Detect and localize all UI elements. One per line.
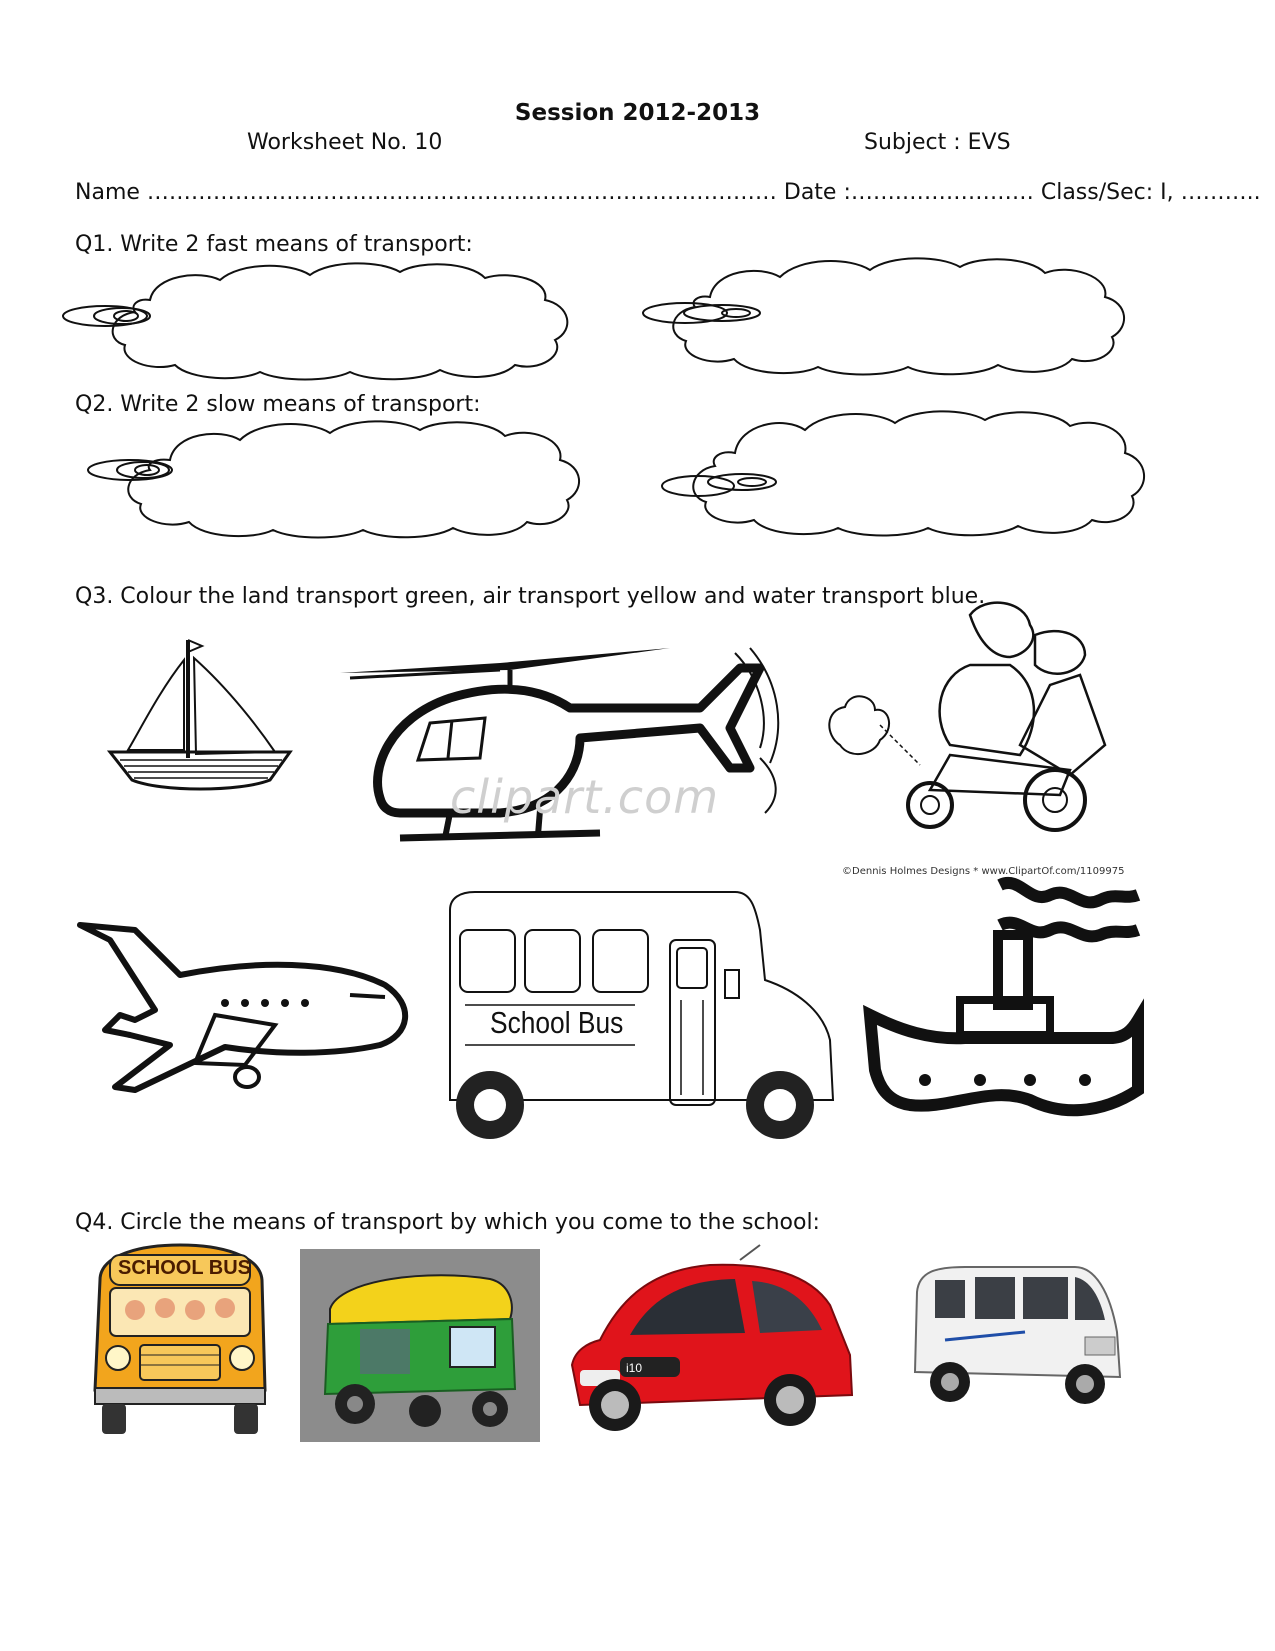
bus-sign: SCHOOL BUS [118, 1257, 251, 1279]
airplane-drawing[interactable] [75, 915, 410, 1100]
clipart-watermark: clipart.com [450, 770, 720, 824]
answer-cloud-q1-left[interactable] [60, 260, 580, 380]
car-badge: i10 [626, 1361, 643, 1375]
question-3: Q3. Colour the land transport green, air transport yellow and water transport blue. [75, 584, 986, 609]
red-car-photo[interactable] [560, 1245, 860, 1445]
white-van-photo[interactable] [905, 1262, 1125, 1412]
subject-label: Subject : EVS [864, 130, 1011, 155]
question-4: Q4. Circle the means of transport by which you come to the school: [75, 1210, 820, 1235]
sailboat-drawing[interactable] [100, 630, 300, 800]
scooter-rider-drawing[interactable] [820, 595, 1120, 860]
session-title: Session 2012-2013 [514, 100, 761, 126]
name-date-class-line: Name ……………………………………………..…………………………… Date :…….……………… Class/Sec: I, ……….. [75, 180, 1261, 205]
question-2: Q2. Write 2 slow means of transport: [75, 392, 481, 417]
ship-drawing[interactable] [870, 880, 1140, 1150]
question-1: Q1. Write 2 fast means of transport: [75, 232, 473, 257]
helicopter-drawing[interactable] [340, 648, 800, 858]
auto-rickshaw-photo[interactable] [300, 1249, 540, 1442]
school-bus-label: School Bus [490, 1005, 624, 1040]
answer-cloud-q2-left[interactable] [85, 418, 585, 538]
answer-cloud-q1-right[interactable] [640, 255, 1130, 375]
image-credit: ©Dennis Holmes Designs * www.ClipartOf.com/1109975 [842, 866, 1125, 877]
worksheet-number: Worksheet No. 10 [247, 130, 443, 155]
answer-cloud-q2-right[interactable] [660, 408, 1150, 538]
